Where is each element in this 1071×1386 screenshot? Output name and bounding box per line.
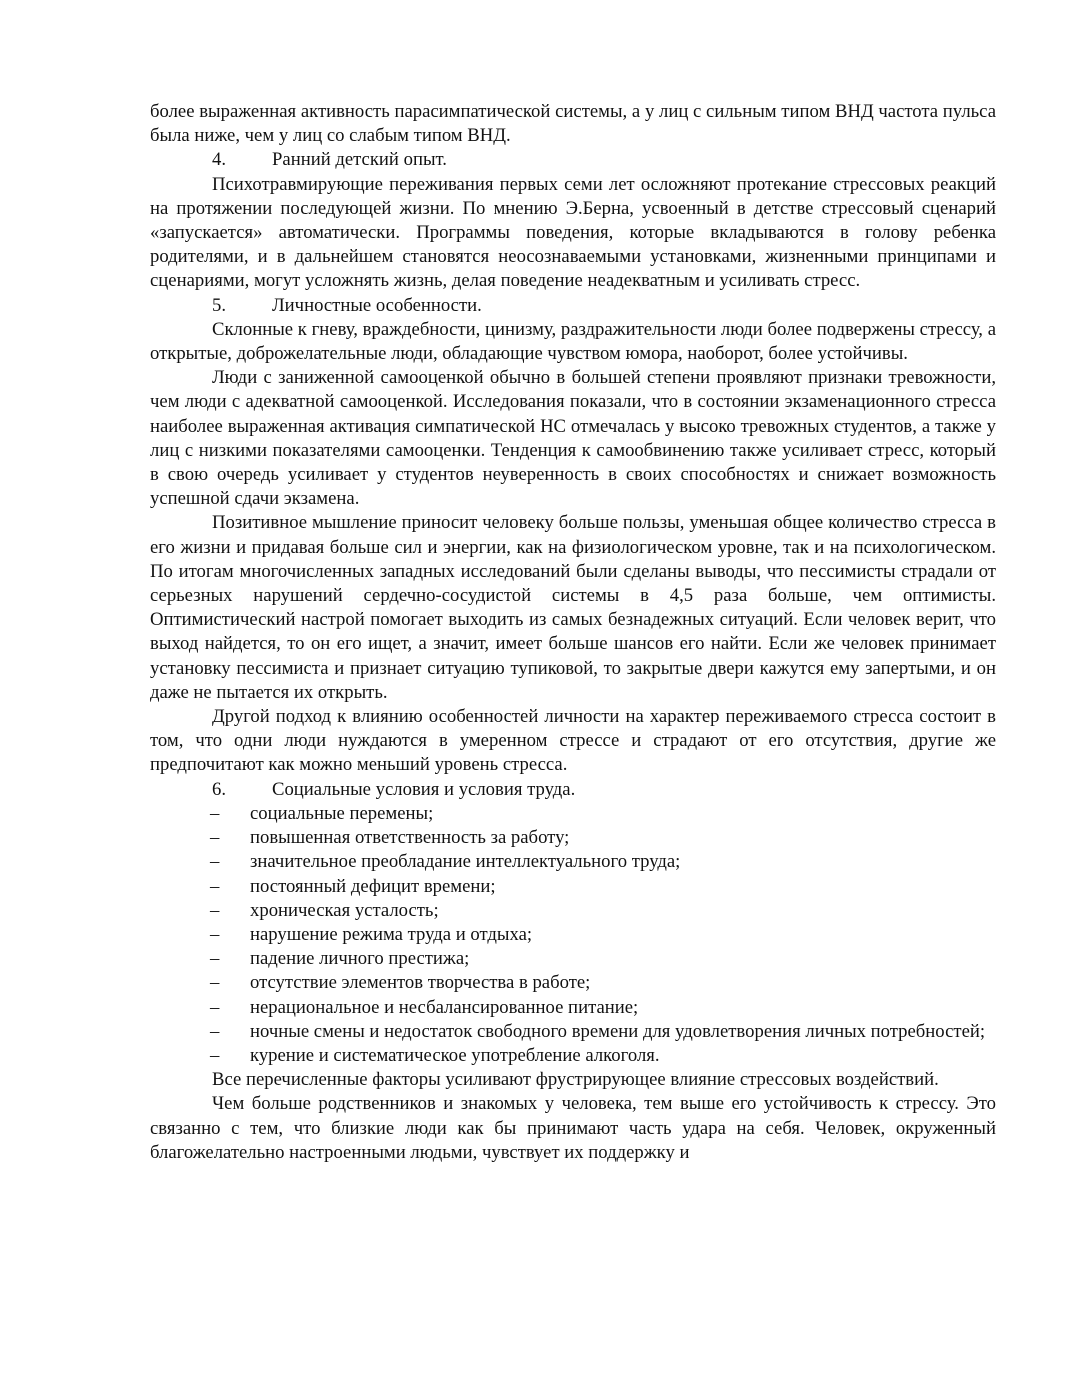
list-item xyxy=(150,947,996,971)
list-item xyxy=(150,875,996,899)
list-item-text: отсутствие элементов творчества в работе; xyxy=(250,972,591,994)
dash-bullet: – xyxy=(210,948,220,970)
heading-number: 6. xyxy=(212,778,227,800)
dash-bullet: – xyxy=(210,996,220,1018)
list-item-text: ночные смены и недостаток свободного времени для удовлетворения личных потребностей; xyxy=(250,1020,986,1042)
list-item-text: повышенная ответственность за работу; xyxy=(250,827,570,849)
paragraph: Склонные к гневу, враждебности, цинизму, раздражительности люди более подвержены стрессу, а открытые, доброжелательные люди, обладающие чувством юмора, наоборот, более устойчивы. xyxy=(150,318,996,365)
heading-number: 5. xyxy=(212,294,227,316)
heading-number: 4. xyxy=(212,149,227,171)
list-item xyxy=(150,923,996,947)
factor-list xyxy=(150,802,996,1068)
list-item xyxy=(150,996,996,1020)
numbered-heading-5 xyxy=(150,294,996,318)
paragraph: Люди с заниженной самооценкой обычно в большей степени проявляют признаки тревожности, чем люди с адекватной самооценкой. Исследования показали, что в состоянии экзаменационного стресса наиболее выраженная активация симпатической НС отмечалась у высоко тревожных студентов, а также у лиц с низкими показателями самооценки. Тенденция к самообвинению также усиливает стресс, который в свою очередь усиливает у студентов неуверенность в своих способностях и снижает возможность успешной сдачи экзамена. xyxy=(150,367,996,510)
dash-bullet: – xyxy=(210,1044,220,1066)
paragraph: Другой подход к влиянию особенностей личности на характер переживаемого стресса состоит в том, что одни люди нуждаются в умеренном стрессе и страдают от его отсутствия, другие же предпочитают как можно меньший уровень стресса. xyxy=(150,706,996,776)
list-item-text: курение и систематическое употребление алкоголя. xyxy=(250,1044,660,1066)
dash-bullet: – xyxy=(210,827,220,849)
list-item-text: падение личного престижа; xyxy=(250,948,470,970)
dash-bullet: – xyxy=(210,899,220,921)
list-item xyxy=(150,850,996,874)
numbered-heading-4 xyxy=(150,148,996,172)
paragraph: более выраженная активность парасимпатической системы, а у лиц с сильным типом ВНД частота пульса была ниже, чем у лиц со слабым типом ВНД. xyxy=(150,101,996,147)
list-item xyxy=(150,971,996,995)
dash-bullet: – xyxy=(210,875,220,897)
dash-bullet: – xyxy=(210,972,220,994)
dash-bullet: – xyxy=(210,1020,220,1042)
list-item xyxy=(150,802,996,826)
list-item-text: социальные перемены; xyxy=(250,802,434,824)
heading-text: Личностные особенности. xyxy=(272,294,482,316)
paragraph: Чем больше родственников и знакомых у человека, тем выше его устойчивость к стрессу. Это связанно с тем, что близкие люди как бы принимают часть удара на себя. Человек, окруженный благожелательно настроенными людьми, чувствует их поддержку и xyxy=(150,1093,996,1163)
dash-bullet: – xyxy=(210,802,220,824)
paragraph: Психотравмирующие переживания первых семи лет осложняют протекание стрессовых реакций на протяжении последующей жизни. По мнению Э.Берна, усвоенный в детстве стрессовый сценарий «запускается» автоматически. Программы поведения, которые вкладываются в голову ребенка родителями, и в дальнейшем становятся неосознаваемыми установками, жизненными принципами и сценариями, могут усложнять жизнь, делая поведение неадекватным и усиливать стресс. xyxy=(150,173,996,292)
list-item xyxy=(150,1020,996,1044)
list-item xyxy=(150,1044,996,1068)
heading-text: Социальные условия и условия труда. xyxy=(272,778,576,800)
list-item-text: хроническая усталость; xyxy=(250,899,439,921)
numbered-heading-6 xyxy=(150,778,996,802)
list-item xyxy=(150,826,996,850)
paragraph: Все перечисленные факторы усиливают фрустрирующее влияние стрессовых воздействий. xyxy=(212,1069,939,1091)
document-page xyxy=(150,100,996,1165)
dash-bullet: – xyxy=(210,851,220,873)
list-item-text: нерациональное и несбалансированное питание; xyxy=(250,996,639,1018)
list-item-text: значительное преобладание интеллектуального труда; xyxy=(250,851,681,873)
list-item-text: постоянный дефицит времени; xyxy=(250,875,496,897)
heading-text: Ранний детский опыт. xyxy=(272,149,447,171)
list-item xyxy=(150,899,996,923)
list-item-text: нарушение режима труда и отдыха; xyxy=(250,923,533,945)
dash-bullet: – xyxy=(210,923,220,945)
paragraph: Позитивное мышление приносит человеку больше пользы, уменьшая общее количество стресса в его жизни и придавая больше сил и энергии, как на физиологическом уровне, так и на психологическом. По итогам многочисленных западных исследований были сделаны выводы, что пессимисты страдали от серьезных нарушений сердечно-сосудистой системы в 4,5 раза больше, чем оптимисты. Оптимистический настрой помогает выходить из самых безнадежных ситуаций. Если человек верит, что выход найдется, то он его ищет, а значит, имеет больше шансов его найти. Если же человек принимает установку пессимиста и признает ситуацию тупиковой, то закрытые двери кажутся ему запертыми, и он даже не пытается их открыть. xyxy=(150,512,996,703)
